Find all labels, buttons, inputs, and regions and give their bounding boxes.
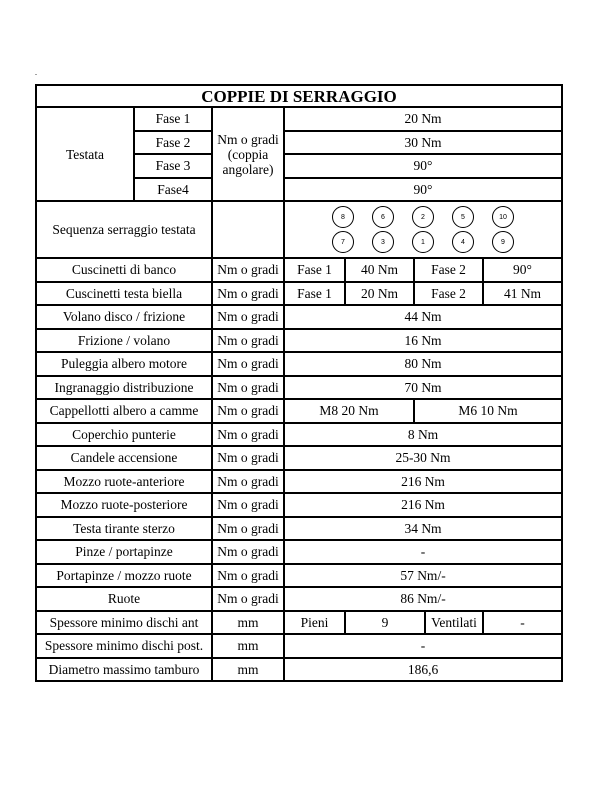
bolt-circle: 1 [412, 231, 434, 253]
table-row [36, 305, 562, 329]
testata-label: Testata [36, 107, 134, 201]
table-row [36, 587, 562, 611]
row-label: Candele accensione [36, 446, 212, 470]
torque-sheet [35, 84, 561, 682]
bolt-circle: 5 [452, 206, 474, 228]
row-value: 86 Nm/- [284, 587, 562, 611]
row-value: 44 Nm [284, 305, 562, 329]
row-label: Volano disco / frizione [36, 305, 212, 329]
row-label: Diametro massimo tamburo [36, 658, 212, 682]
row-label: Cuscinetti di banco [36, 258, 212, 282]
row-label: Ingranaggio distribuzione [36, 376, 212, 400]
camshaft-row [36, 399, 562, 423]
row-unit: Nm o gradi [212, 446, 284, 470]
sequence-row [36, 201, 562, 258]
table-row [36, 352, 562, 376]
phase-label: Fase 1 [284, 258, 345, 282]
table-row [36, 376, 562, 400]
row-label: Puleggia albero motore [36, 352, 212, 376]
bearing-row-banco [36, 258, 562, 282]
table-row [36, 423, 562, 447]
table-row [36, 658, 562, 682]
row-label: Cuscinetti testa biella [36, 282, 212, 306]
bolt-circle: 8 [332, 206, 354, 228]
bolt-circle: 7 [332, 231, 354, 253]
testata-unit: Nm o gradi (coppia angolare) [212, 107, 284, 201]
sequence-top-row [332, 206, 514, 228]
row-label: Mozzo ruote-anteriore [36, 470, 212, 494]
row-value: 216 Nm [284, 470, 562, 494]
testata-value-3: 90° [284, 154, 562, 178]
table-row [36, 564, 562, 588]
table-row [36, 634, 562, 658]
row-value: 216 Nm [284, 493, 562, 517]
row-value: 34 Nm [284, 517, 562, 541]
sequence-bottom-row [332, 231, 514, 253]
row-label: Pinze / portapinze [36, 540, 212, 564]
row-unit: mm [212, 634, 284, 658]
testata-value-2: 30 Nm [284, 131, 562, 155]
phase-value: 40 Nm [345, 258, 414, 282]
bolt-circle: 4 [452, 231, 474, 253]
row-value: 80 Nm [284, 352, 562, 376]
row-value: 57 Nm/- [284, 564, 562, 588]
row-unit: Nm o gradi [212, 423, 284, 447]
phase-label: Fase 2 [414, 282, 483, 306]
row-unit: Nm o gradi [212, 376, 284, 400]
row-unit: Nm o gradi [212, 540, 284, 564]
testata-value-1: 20 Nm [284, 107, 562, 131]
sequence-diagram [284, 201, 562, 258]
camshaft-value-m6: M6 10 Nm [414, 399, 562, 423]
table-row [36, 329, 562, 353]
row-label: Spessore minimo dischi post. [36, 634, 212, 658]
row-label: Ruote [36, 587, 212, 611]
phase-label: Fase 1 [284, 282, 345, 306]
table-row [36, 470, 562, 494]
bolt-circle: 3 [372, 231, 394, 253]
testata-row-1 [36, 107, 562, 131]
phase-value: 20 Nm [345, 282, 414, 306]
row-unit: Nm o gradi [212, 564, 284, 588]
page-title: COPPIE DI SERRAGGIO [36, 85, 562, 107]
table-row [36, 540, 562, 564]
row-value: 25-30 Nm [284, 446, 562, 470]
row-value: - [284, 634, 562, 658]
testata-phase-1: Fase 1 [134, 107, 212, 131]
phase-value: 90° [483, 258, 562, 282]
row-label: Coperchio punterie [36, 423, 212, 447]
disc-value-vented: - [483, 611, 562, 635]
testata-value-4: 90° [284, 178, 562, 202]
table-row [36, 446, 562, 470]
sequence-label: Sequenza serraggio testata [36, 201, 212, 258]
bolt-circle: 10 [492, 206, 514, 228]
row-label: Spessore minimo dischi ant [36, 611, 212, 635]
row-unit: Nm o gradi [212, 305, 284, 329]
row-value: 70 Nm [284, 376, 562, 400]
row-unit: Nm o gradi [212, 493, 284, 517]
row-value: 8 Nm [284, 423, 562, 447]
row-unit: Nm o gradi [212, 587, 284, 611]
disc-front-row [36, 611, 562, 635]
row-label: Portapinze / mozzo ruote [36, 564, 212, 588]
row-label: Frizione / volano [36, 329, 212, 353]
testata-phase-2: Fase 2 [134, 131, 212, 155]
disc-value-solid: 9 [345, 611, 425, 635]
bearing-row-biella [36, 282, 562, 306]
camshaft-value-m8: M8 20 Nm [284, 399, 414, 423]
torque-table [35, 84, 563, 682]
testata-phase-3: Fase 3 [134, 154, 212, 178]
row-unit: Nm o gradi [212, 352, 284, 376]
table-row [36, 493, 562, 517]
row-label: Mozzo ruote-posteriore [36, 493, 212, 517]
row-unit: Nm o gradi [212, 470, 284, 494]
row-label: Testa tirante sterzo [36, 517, 212, 541]
row-unit: mm [212, 611, 284, 635]
row-value: 186,6 [284, 658, 562, 682]
row-unit: Nm o gradi [212, 258, 284, 282]
row-label: Cappellotti albero a camme [36, 399, 212, 423]
row-unit: mm [212, 658, 284, 682]
disc-type-solid: Pieni [284, 611, 345, 635]
corner-mark: . [35, 68, 37, 77]
phase-value: 41 Nm [483, 282, 562, 306]
row-value: 16 Nm [284, 329, 562, 353]
title-row [36, 85, 562, 107]
bolt-circle: 2 [412, 206, 434, 228]
row-unit: Nm o gradi [212, 399, 284, 423]
phase-label: Fase 2 [414, 258, 483, 282]
disc-type-vented: Ventilati [425, 611, 483, 635]
bolt-circle: 6 [372, 206, 394, 228]
sequence-unit-empty [212, 201, 284, 258]
bolt-circle: 9 [492, 231, 514, 253]
row-value: - [284, 540, 562, 564]
row-unit: Nm o gradi [212, 282, 284, 306]
row-unit: Nm o gradi [212, 517, 284, 541]
table-row [36, 517, 562, 541]
row-unit: Nm o gradi [212, 329, 284, 353]
testata-phase-4: Fase4 [134, 178, 212, 202]
